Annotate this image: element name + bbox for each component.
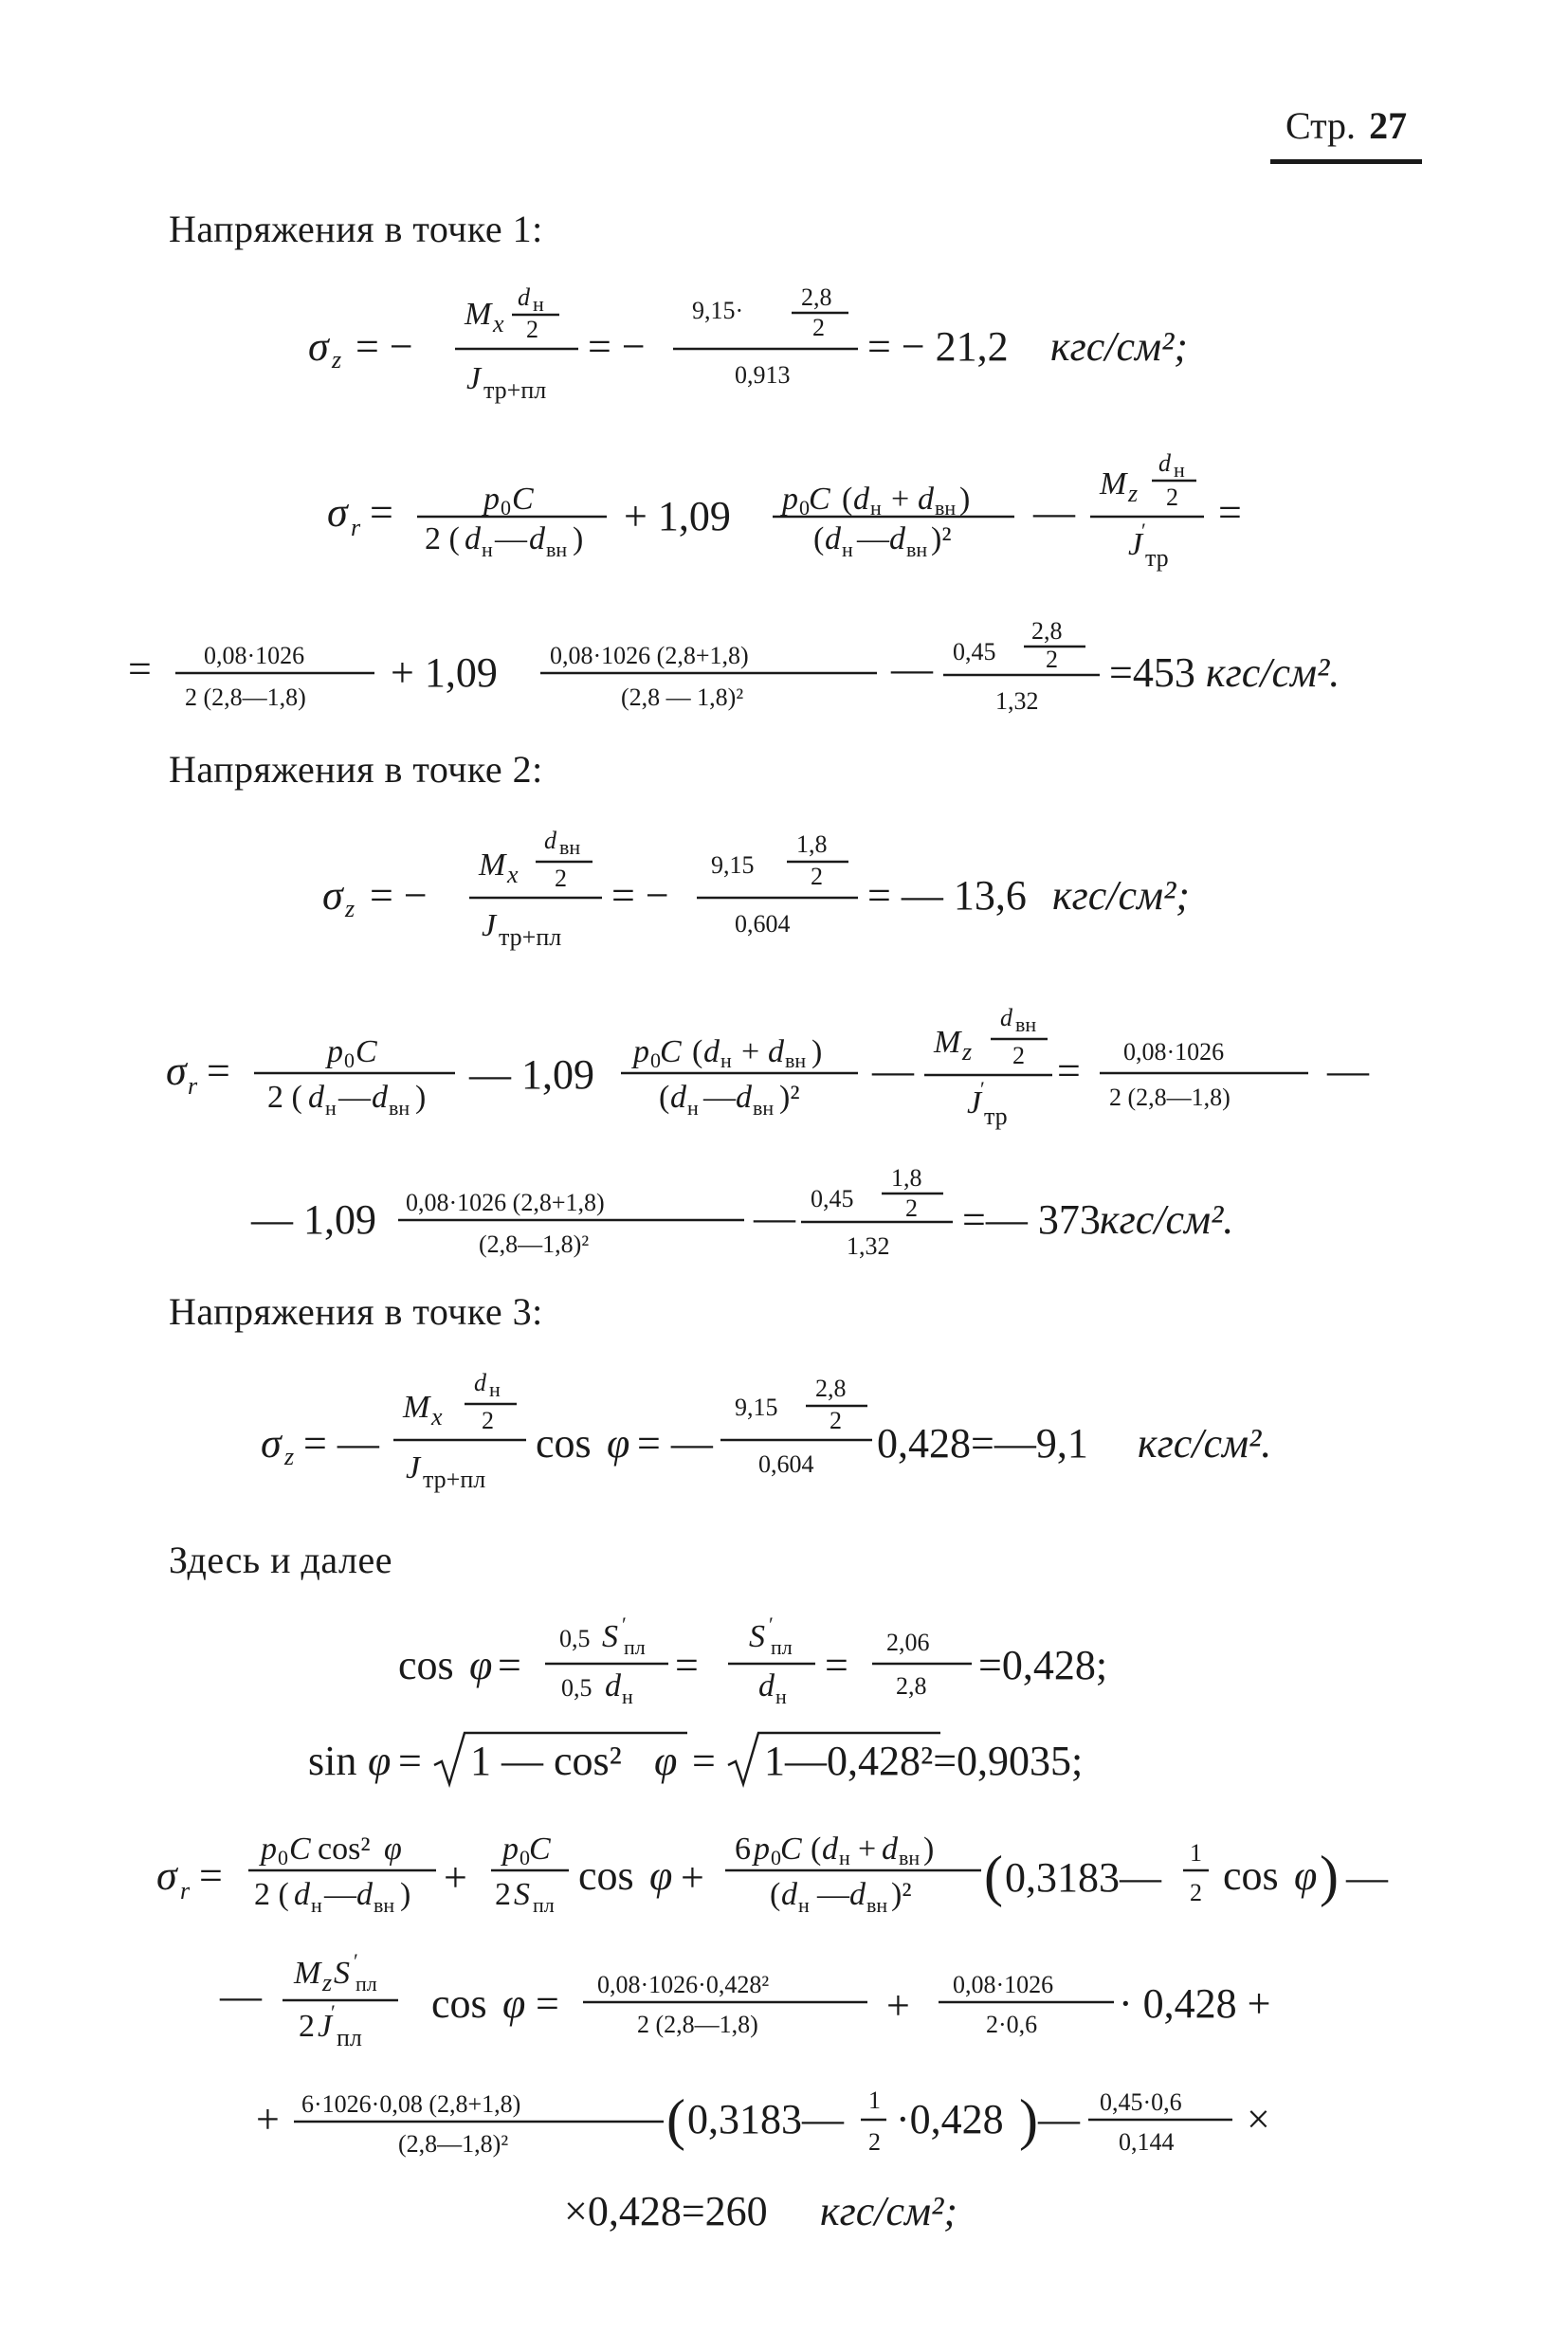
svg-text:0,144: 0,144 <box>1119 2128 1175 2156</box>
equation-8 <box>0 1597 1568 1721</box>
svg-text:=: = <box>199 1852 223 1899</box>
equation-10 <box>0 1806 1568 1929</box>
svg-text:J: J <box>482 908 497 943</box>
svg-text:2: 2 <box>495 1877 511 1912</box>
svg-text:C: C <box>356 1034 377 1069</box>
svg-text:J: J <box>406 1450 421 1485</box>
svg-text:1—0,428²=0,9035;: 1—0,428²=0,9035; <box>764 1738 1084 1784</box>
svg-text:J: J <box>466 361 482 396</box>
svg-text:—: — <box>891 646 933 692</box>
svg-text:J: J <box>967 1085 982 1121</box>
svg-text:2 (: 2 ( <box>254 1877 289 1912</box>
svg-text:+ 1,09: + 1,09 <box>391 649 498 696</box>
svg-text:0,913: 0,913 <box>735 361 791 389</box>
svg-text:d: d <box>825 521 841 556</box>
svg-text:S: S <box>514 1877 530 1912</box>
svg-text:φ: φ <box>384 1832 402 1867</box>
svg-text:1,32: 1,32 <box>995 687 1039 715</box>
svg-text:вн: вн <box>899 1846 921 1869</box>
svg-text:—: — <box>324 1877 356 1912</box>
svg-text:(2,8 — 1,8)²: (2,8 — 1,8)² <box>621 683 744 711</box>
svg-text:d: d <box>465 521 481 556</box>
equation-2 <box>0 431 1568 583</box>
svg-text:= —: = — <box>637 1420 713 1467</box>
svg-text:d: d <box>768 1034 784 1069</box>
svg-text:cos: cos <box>578 1852 634 1899</box>
svg-text:0,3183—: 0,3183— <box>1005 1854 1161 1901</box>
svg-text:н: н <box>870 496 882 519</box>
equation-1 <box>0 265 1568 408</box>
svg-text:2,8: 2,8 <box>896 1672 927 1700</box>
svg-text:0,45: 0,45 <box>811 1185 854 1212</box>
svg-text:C: C <box>512 482 534 517</box>
svg-text:—: — <box>1038 2096 1080 2142</box>
svg-text:пл: пл <box>337 2024 362 2051</box>
svg-text:d: d <box>822 1832 838 1867</box>
svg-text:=: = <box>498 1642 521 1688</box>
svg-text:σ: σ <box>156 1852 177 1899</box>
svg-text:н: н <box>622 1685 633 1708</box>
svg-text:н: н <box>720 1048 732 1072</box>
svg-text:0: 0 <box>799 496 810 519</box>
svg-text:φ: φ <box>1294 1852 1318 1899</box>
svg-text:н: н <box>489 1377 501 1401</box>
svg-text:вн: вн <box>785 1048 807 1072</box>
svg-text:C: C <box>809 482 830 517</box>
svg-text:S: S <box>749 1619 765 1654</box>
svg-text:кгс/см².: кгс/см². <box>1100 1196 1234 1243</box>
svg-text:0,604: 0,604 <box>758 1450 814 1478</box>
svg-text:p: p <box>483 482 500 517</box>
svg-text:d: d <box>736 1080 752 1115</box>
svg-text:н: н <box>533 292 544 316</box>
svg-text:—: — <box>754 1194 795 1241</box>
svg-text:): ) <box>1019 2088 1038 2151</box>
svg-text:=— 373: =— 373 <box>962 1196 1101 1243</box>
svg-text:кгс/см²;: кгс/см²; <box>1052 872 1190 919</box>
svg-text:=: = <box>675 1642 699 1688</box>
svg-text:1: 1 <box>1190 1839 1202 1867</box>
svg-text:φ: φ <box>502 1980 526 2027</box>
svg-text:=0,428;: =0,428; <box>978 1642 1108 1688</box>
svg-text:z: z <box>322 1969 333 1996</box>
svg-text:вн: вн <box>389 1096 410 1120</box>
svg-text:=: = <box>128 646 152 692</box>
svg-text:1,32: 1,32 <box>847 1232 890 1260</box>
svg-text:2·0,6: 2·0,6 <box>986 2011 1038 2038</box>
svg-text:φ: φ <box>654 1738 678 1784</box>
svg-text:S: S <box>334 1956 350 1991</box>
svg-text:2: 2 <box>299 2009 315 2044</box>
svg-text:d: d <box>544 827 556 854</box>
svg-text:0: 0 <box>344 1048 355 1072</box>
svg-text:)²: )² <box>931 521 952 556</box>
svg-text:′: ′ <box>980 1077 985 1101</box>
svg-text:· 0,428 +: · 0,428 + <box>1119 1980 1271 2027</box>
svg-text:—: — <box>703 1080 736 1115</box>
svg-text:(: ( <box>811 1832 822 1867</box>
svg-text:2,8: 2,8 <box>801 283 832 311</box>
svg-text:p: p <box>754 1832 770 1867</box>
svg-text:кгс/см²;: кгс/см²; <box>820 2188 957 2234</box>
equation-9 <box>0 1716 1568 1801</box>
svg-text:0,604: 0,604 <box>735 910 791 938</box>
svg-text:d: d <box>849 1877 866 1912</box>
equation-13 <box>0 2166 1568 2251</box>
svg-text:2: 2 <box>482 1407 494 1434</box>
svg-text:×0,428=260: ×0,428=260 <box>564 2188 768 2234</box>
svg-text:1,8: 1,8 <box>796 830 828 858</box>
svg-text:d: d <box>605 1668 621 1704</box>
svg-text:+: + <box>858 1832 877 1867</box>
svg-text:2: 2 <box>830 1407 842 1434</box>
svg-text:C: C <box>529 1832 551 1867</box>
svg-text:+: + <box>681 1854 704 1901</box>
svg-text:2 (2,8—1,8): 2 (2,8—1,8) <box>185 683 306 711</box>
svg-text:·0,428: ·0,428 <box>896 2096 1004 2142</box>
svg-text:): ) <box>400 1877 411 1912</box>
svg-text:(: ( <box>666 2088 685 2151</box>
svg-text:= −: = − <box>356 323 413 370</box>
svg-text:cos²: cos² <box>318 1832 371 1867</box>
svg-text:×: × <box>1247 2096 1270 2142</box>
svg-text:0: 0 <box>771 1846 781 1869</box>
svg-text:пл: пл <box>771 1635 793 1659</box>
svg-text:2 (: 2 ( <box>267 1080 302 1115</box>
svg-text:2 (2,8—1,8): 2 (2,8—1,8) <box>1109 1084 1231 1111</box>
svg-text:r: r <box>180 1877 191 1904</box>
svg-text:н: н <box>482 538 493 561</box>
svg-text:C: C <box>780 1832 802 1867</box>
svg-text:н: н <box>687 1096 699 1120</box>
svg-text:M: M <box>934 1025 961 1060</box>
svg-text:0,08·1026: 0,08·1026 <box>953 1971 1054 1998</box>
svg-text:σ: σ <box>322 872 343 919</box>
svg-text:σ: σ <box>166 1048 187 1094</box>
svg-text:н: н <box>775 1685 787 1708</box>
svg-text:0: 0 <box>278 1846 288 1869</box>
svg-text:d: d <box>670 1080 686 1115</box>
svg-text:p: p <box>502 1832 519 1867</box>
svg-text:2: 2 <box>811 863 823 890</box>
svg-text:вн: вн <box>866 1893 888 1917</box>
svg-text:= −: = − <box>611 872 669 919</box>
svg-text:σ: σ <box>308 323 329 370</box>
svg-text:— 1,09: — 1,09 <box>251 1196 376 1243</box>
svg-text:M: M <box>479 847 506 883</box>
svg-text:= − 21,2: = − 21,2 <box>867 323 1009 370</box>
svg-text:′: ′ <box>622 1613 627 1636</box>
svg-text:): ) <box>1320 1845 1339 1907</box>
svg-text:)²: )² <box>779 1080 800 1115</box>
svg-text:—: — <box>1327 1048 1369 1094</box>
svg-text:=: = <box>1218 489 1242 536</box>
svg-text:p: p <box>261 1832 277 1867</box>
page-label: Стр. <box>1285 104 1357 147</box>
svg-text:2: 2 <box>905 1194 918 1222</box>
svg-text:r: r <box>351 514 361 541</box>
svg-text:d: d <box>758 1668 775 1704</box>
page-number: 27 <box>1369 104 1408 147</box>
svg-text:тр: тр <box>1145 544 1169 572</box>
equation-3 <box>0 588 1568 730</box>
svg-text:0: 0 <box>520 1846 530 1869</box>
svg-text:d: d <box>372 1080 388 1115</box>
svg-text:пл: пл <box>533 1893 555 1917</box>
svg-text:=453: =453 <box>1109 649 1195 696</box>
svg-text:= —: = — <box>303 1420 379 1467</box>
svg-text:+: + <box>444 1854 467 1901</box>
svg-text:d: d <box>518 283 530 311</box>
svg-text:—: — <box>1033 489 1075 536</box>
svg-text:—: — <box>220 1973 262 2019</box>
svg-text:p: p <box>782 482 798 517</box>
svg-text:0,45·0,6: 0,45·0,6 <box>1100 2088 1182 2116</box>
svg-text:x: x <box>507 861 519 888</box>
svg-text:1,8: 1,8 <box>891 1164 922 1192</box>
equation-6 <box>0 1133 1568 1275</box>
page-header <box>1270 102 1422 164</box>
svg-text:2: 2 <box>555 865 567 892</box>
svg-text:= −: = − <box>588 323 646 370</box>
svg-text:кгс/см².: кгс/см². <box>1206 649 1340 696</box>
svg-text:1 — cos²: 1 — cos² <box>470 1738 622 1784</box>
svg-text:(: ( <box>842 482 853 517</box>
svg-text:2: 2 <box>1012 1042 1025 1069</box>
svg-text:+ 1,09: + 1,09 <box>624 493 731 539</box>
svg-text:=: = <box>1057 1048 1081 1094</box>
svg-text:пл: пл <box>356 1972 377 1996</box>
svg-text:cos: cos <box>1223 1852 1279 1899</box>
svg-text:2: 2 <box>1166 483 1178 511</box>
svg-text:d: d <box>529 521 545 556</box>
svg-text:(: ( <box>770 1877 781 1912</box>
svg-text:=: = <box>536 1980 559 2027</box>
svg-text:тр+пл: тр+пл <box>499 923 562 951</box>
svg-text:1: 1 <box>868 2087 881 2114</box>
svg-text:p: p <box>327 1034 343 1069</box>
svg-text:—: — <box>857 521 889 556</box>
svg-text:—: — <box>817 1877 849 1912</box>
svg-text:—: — <box>872 1048 914 1094</box>
svg-text:d: d <box>1000 1004 1012 1031</box>
svg-text:z: z <box>284 1443 295 1470</box>
svg-text:(2,8—1,8)²: (2,8—1,8)² <box>398 2130 509 2158</box>
svg-text:6·1026·0,08 (2,8+1,8): 6·1026·0,08 (2,8+1,8) <box>301 2090 521 2118</box>
svg-text:н: н <box>325 1096 337 1120</box>
svg-text:d: d <box>1158 449 1171 477</box>
svg-text:(2,8—1,8)²: (2,8—1,8)² <box>479 1230 590 1258</box>
svg-text:0: 0 <box>501 496 511 519</box>
svg-text:z: z <box>1128 480 1139 507</box>
svg-text:d: d <box>781 1877 797 1912</box>
svg-text:2: 2 <box>812 314 825 341</box>
svg-text:(: ( <box>984 1845 1003 1907</box>
equation-11 <box>0 1924 1568 2051</box>
svg-text:+: + <box>886 1982 910 2029</box>
svg-text:): ) <box>415 1080 427 1115</box>
svg-text:н: н <box>839 1846 850 1869</box>
svg-text:=: = <box>207 1048 230 1094</box>
svg-text:(: ( <box>659 1080 670 1115</box>
svg-text:0,3183—: 0,3183— <box>687 2096 844 2142</box>
svg-text:M: M <box>294 1956 321 1991</box>
svg-text:d: d <box>882 1832 898 1867</box>
equation-12 <box>0 2057 1568 2171</box>
svg-text:d: d <box>703 1034 720 1069</box>
svg-text:2,8: 2,8 <box>1031 617 1063 645</box>
svg-text:d: d <box>474 1369 486 1396</box>
svg-text:z: z <box>332 346 342 374</box>
svg-text:2 (: 2 ( <box>425 521 460 556</box>
svg-text:н: н <box>798 1893 810 1917</box>
svg-text:тр: тр <box>984 1103 1008 1130</box>
svg-text:): ) <box>959 482 971 517</box>
svg-text:—: — <box>338 1080 371 1115</box>
svg-text:d: d <box>918 482 934 517</box>
svg-text:9,15: 9,15 <box>735 1394 778 1421</box>
svg-text:): ) <box>573 521 584 556</box>
svg-text:′: ′ <box>331 2000 336 2024</box>
svg-text:кгс/см².: кгс/см². <box>1138 1420 1272 1467</box>
svg-text:0,08·1026·0,428²: 0,08·1026·0,428² <box>597 1971 770 1998</box>
svg-text:(: ( <box>813 521 825 556</box>
svg-text:x: x <box>493 310 504 337</box>
svg-text:тр+пл: тр+пл <box>423 1466 486 1493</box>
svg-text:=: = <box>398 1738 422 1784</box>
svg-text:вн: вн <box>559 835 581 859</box>
svg-text:— 1,09: — 1,09 <box>469 1051 594 1098</box>
svg-text:d: d <box>853 482 869 517</box>
svg-text:0,08·1026 (2,8+1,8): 0,08·1026 (2,8+1,8) <box>550 642 749 669</box>
svg-text:2: 2 <box>1190 1879 1202 1906</box>
svg-text:2: 2 <box>526 316 538 343</box>
equation-5 <box>0 986 1568 1138</box>
svg-text:=: = <box>825 1642 848 1688</box>
svg-text:C: C <box>660 1034 682 1069</box>
svg-text:0,08·1026: 0,08·1026 <box>204 642 305 669</box>
svg-text:+: + <box>891 482 910 517</box>
svg-text:0: 0 <box>650 1048 661 1072</box>
svg-text:d: d <box>356 1877 373 1912</box>
svg-text:C: C <box>289 1832 311 1867</box>
heading-point-3: Напряжения в точке 3: <box>169 1290 543 1333</box>
svg-text:вн: вн <box>1015 1012 1037 1036</box>
svg-text:= — 13,6: = — 13,6 <box>867 872 1027 919</box>
svg-text:J: J <box>1128 527 1143 562</box>
svg-text:тр+пл: тр+пл <box>483 376 547 404</box>
svg-text:6: 6 <box>735 1832 751 1867</box>
svg-text:2 (2,8—1,8): 2 (2,8—1,8) <box>637 2011 758 2038</box>
svg-text:φ: φ <box>469 1642 493 1688</box>
svg-text:φ: φ <box>607 1420 630 1467</box>
svg-text:S: S <box>602 1619 618 1654</box>
svg-text:(: ( <box>692 1034 703 1069</box>
svg-text:=: = <box>370 489 393 536</box>
svg-text:): ) <box>923 1832 935 1867</box>
svg-text:2,8: 2,8 <box>815 1375 847 1402</box>
svg-text:r: r <box>188 1072 198 1100</box>
svg-text:)²: )² <box>891 1877 912 1912</box>
svg-text:0,45: 0,45 <box>953 638 996 665</box>
svg-text:z: z <box>345 895 356 922</box>
svg-text:′: ′ <box>769 1613 774 1636</box>
svg-text:p: p <box>633 1034 649 1069</box>
heading-point-1: Напряжения в точке 1: <box>169 208 543 250</box>
svg-text:н: н <box>311 1893 322 1917</box>
svg-text:φ: φ <box>649 1852 673 1899</box>
svg-text:9,15: 9,15 <box>711 851 755 879</box>
heading-here-and-further: Здесь и далее <box>169 1539 392 1581</box>
svg-text:н: н <box>842 538 853 561</box>
svg-text:σ: σ <box>261 1420 282 1467</box>
svg-text:вн: вн <box>374 1893 395 1917</box>
svg-text:d: d <box>308 1080 324 1115</box>
svg-text:σ: σ <box>327 489 348 536</box>
svg-text:M: M <box>403 1390 430 1425</box>
svg-text:н: н <box>1174 458 1185 482</box>
svg-text:d: d <box>889 521 905 556</box>
equation-4 <box>0 811 1568 953</box>
svg-text:d: d <box>294 1877 310 1912</box>
svg-text:= −: = − <box>370 872 428 919</box>
svg-text:=: = <box>692 1738 716 1784</box>
svg-text:—: — <box>495 521 527 556</box>
svg-text:0,5: 0,5 <box>561 1674 593 1702</box>
svg-text:′: ′ <box>1141 519 1146 542</box>
svg-text:0,5: 0,5 <box>559 1625 591 1652</box>
svg-text:M: M <box>465 297 492 332</box>
svg-text:sin: sin <box>308 1738 357 1784</box>
svg-text:x: x <box>431 1403 443 1431</box>
svg-text:2,06: 2,06 <box>886 1629 930 1656</box>
svg-text:+: + <box>741 1034 760 1069</box>
svg-text:cos: cos <box>431 1980 487 2027</box>
svg-text:вн: вн <box>906 538 928 561</box>
svg-text:0,08·1026 (2,8+1,8): 0,08·1026 (2,8+1,8) <box>406 1189 605 1216</box>
svg-text:2: 2 <box>868 2128 881 2156</box>
svg-text:M: M <box>1100 466 1127 501</box>
svg-text:+: + <box>256 2096 280 2142</box>
svg-text:2: 2 <box>1046 646 1058 673</box>
svg-text:0,08·1026: 0,08·1026 <box>1123 1038 1225 1066</box>
svg-text:пл: пл <box>624 1635 646 1659</box>
svg-text:0,428=—9,1: 0,428=—9,1 <box>877 1420 1088 1467</box>
svg-text:φ: φ <box>368 1738 392 1784</box>
svg-text:кгс/см²;: кгс/см²; <box>1050 323 1188 370</box>
svg-text:cos: cos <box>536 1420 592 1467</box>
equation-7 <box>0 1351 1568 1503</box>
svg-text:cos: cos <box>398 1642 454 1688</box>
svg-text:—: — <box>1346 1854 1388 1901</box>
svg-text:′: ′ <box>354 1949 358 1973</box>
svg-text:вн: вн <box>546 538 568 561</box>
svg-text:вн: вн <box>935 496 957 519</box>
heading-point-2: Напряжения в точке 2: <box>169 748 543 791</box>
svg-text:вн: вн <box>753 1096 775 1120</box>
svg-text:J: J <box>318 2009 333 2044</box>
svg-text:z: z <box>962 1038 973 1066</box>
svg-text:): ) <box>811 1034 823 1069</box>
svg-text:9,15·: 9,15· <box>692 297 744 324</box>
